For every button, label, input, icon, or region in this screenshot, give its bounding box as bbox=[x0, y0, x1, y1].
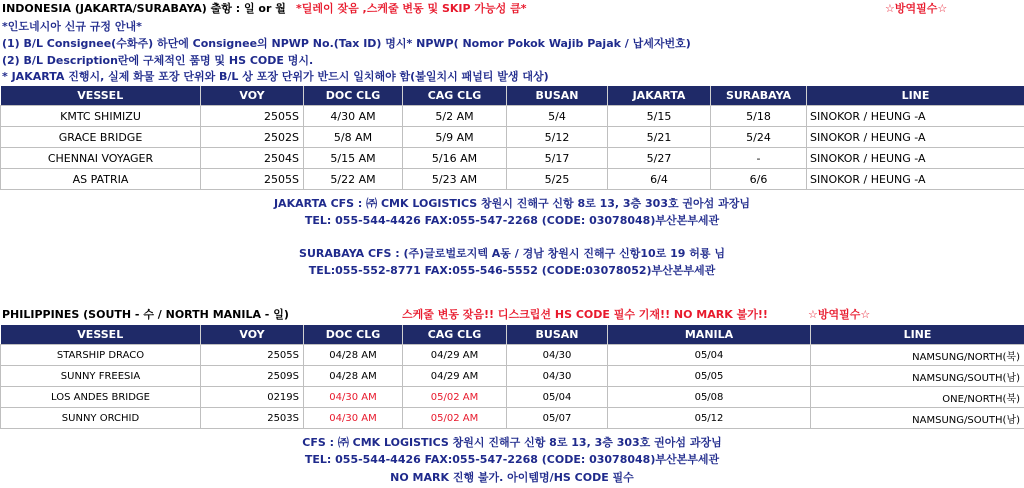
col-header-doc-clg: DOC CLG bbox=[304, 325, 403, 345]
surabaya-cfs-contact: TEL:055-552-8771 FAX:055-546-5552 (CODE:03078052)부산본부세관 bbox=[308, 264, 716, 277]
busan-cell: 04/30 bbox=[507, 345, 608, 366]
voy-cell: 2503S bbox=[201, 408, 304, 429]
jakarta-cell: 5/27 bbox=[608, 148, 711, 169]
indonesia-quarantine-badge: ☆방역필수☆ bbox=[885, 2, 948, 15]
table-row bbox=[1, 169, 1024, 190]
vessel-cell: KMTC SHIMIZU bbox=[1, 106, 201, 127]
col-header-cag-clg: CAG CLG bbox=[403, 86, 507, 106]
line-cell: ONE/NORTH(북) bbox=[811, 387, 1024, 408]
surabaya-cfs-address: SURABAYA CFS : (주)글로벌로지텍 A동 / 경남 창원시 진해구 신항10로 19 허룡 님 bbox=[299, 247, 725, 260]
doc-clg-cell: 04/28 AM bbox=[304, 366, 403, 387]
jakarta-cell: 5/21 bbox=[608, 127, 711, 148]
philippines-title: PHILIPPINES (SOUTH - 수 / NORTH MANILA - 일) bbox=[2, 308, 289, 321]
jakarta-cfs-address: JAKARTA CFS : ㈜ CMK LOGISTICS 창원시 진해구 신항 8로 13, 3층 303호 권아섬 과장님 bbox=[273, 197, 751, 210]
line-cell: SINOKOR / HEUNG -A bbox=[807, 106, 1024, 127]
vessel-cell: CHENNAI VOYAGER bbox=[1, 148, 201, 169]
table-header-row bbox=[1, 325, 1024, 345]
table-row bbox=[1, 387, 1024, 408]
manila-cell: 05/05 bbox=[608, 366, 811, 387]
indonesia-title: INDONESIA (JAKARTA/SURABAYA) 출항 : 일 or 월 bbox=[2, 2, 286, 15]
doc-clg-cell: 04/30 AM bbox=[304, 408, 403, 429]
busan-cell: 5/12 bbox=[507, 127, 608, 148]
col-header-surabaya: SURABAYA bbox=[711, 86, 807, 106]
voy-cell: 2504S bbox=[201, 148, 304, 169]
indonesia-note-1: (1) B/L Consignee(수화주) 하단에 Consignee의 NPWP No.(Tax ID) 명시* NPWP( Nomor Pokok Wajib Pajak / 납세자번호) bbox=[2, 37, 691, 50]
col-header-vessel: VESSEL bbox=[1, 86, 201, 106]
voy-cell: 2509S bbox=[201, 366, 304, 387]
philippines-cfs-address: CFS : ㈜ CMK LOGISTICS 창원시 진해구 신항 8로 13, 3층 303호 권아섬 과장님 bbox=[302, 436, 722, 449]
philippines-warning: 스케줄 변동 잦음!! 디스크립션 HS CODE 필수 기재!! NO MARK 불가!! bbox=[402, 308, 768, 321]
table-row bbox=[1, 106, 1024, 127]
line-cell: NAMSUNG/SOUTH(남) bbox=[811, 366, 1024, 387]
voy-cell: 2505S bbox=[201, 345, 304, 366]
indonesia-note-2: (2) B/L Description란에 구체적인 품명 및 HS CODE 명시. bbox=[2, 54, 314, 67]
line-cell: SINOKOR / HEUNG -A bbox=[807, 127, 1024, 148]
busan-cell: 5/17 bbox=[507, 148, 608, 169]
col-header-vessel: VESSEL bbox=[1, 325, 201, 345]
cag-clg-cell: 5/2 AM bbox=[403, 106, 507, 127]
jakarta-cell: 6/4 bbox=[608, 169, 711, 190]
col-header-busan: BUSAN bbox=[507, 86, 608, 106]
surabaya-cell: 5/24 bbox=[711, 127, 807, 148]
busan-cell: 5/4 bbox=[507, 106, 608, 127]
col-header-doc-clg: DOC CLG bbox=[304, 86, 403, 106]
line-cell: NAMSUNG/SOUTH(남) bbox=[811, 408, 1024, 429]
jakarta-cfs-contact: TEL: 055-544-4426 FAX:055-547-2268 (CODE: 03078048)부산본부세관 bbox=[304, 214, 720, 227]
table-row bbox=[1, 366, 1024, 387]
doc-clg-cell: 5/8 AM bbox=[304, 127, 403, 148]
doc-clg-cell: 04/28 AM bbox=[304, 345, 403, 366]
busan-cell: 5/25 bbox=[507, 169, 608, 190]
doc-clg-cell: 5/22 AM bbox=[304, 169, 403, 190]
manila-cell: 05/04 bbox=[608, 345, 811, 366]
vessel-cell: SUNNY ORCHID bbox=[1, 408, 201, 429]
cag-clg-cell: 04/29 AM bbox=[403, 366, 507, 387]
philippines-schedule-table bbox=[0, 325, 1024, 429]
table-header-row bbox=[1, 86, 1024, 106]
indonesia-note-heading: *인도네시아 신규 규정 안내* bbox=[2, 20, 142, 33]
manila-cell: 05/08 bbox=[608, 387, 811, 408]
indonesia-schedule-table bbox=[0, 86, 1024, 190]
vessel-cell: STARSHIP DRACO bbox=[1, 345, 201, 366]
voy-cell: 2505S bbox=[201, 106, 304, 127]
col-header-manila: MANILA bbox=[608, 325, 811, 345]
cag-clg-cell: 5/9 AM bbox=[403, 127, 507, 148]
line-cell: SINOKOR / HEUNG -A bbox=[807, 148, 1024, 169]
col-header-busan: BUSAN bbox=[507, 325, 608, 345]
surabaya-cell: 6/6 bbox=[711, 169, 807, 190]
busan-cell: 04/30 bbox=[507, 366, 608, 387]
line-cell: SINOKOR / HEUNG -A bbox=[807, 169, 1024, 190]
doc-clg-cell: 04/30 AM bbox=[304, 387, 403, 408]
vessel-cell: AS PATRIA bbox=[1, 169, 201, 190]
surabaya-cell: 5/18 bbox=[711, 106, 807, 127]
cag-clg-cell: 05/02 AM bbox=[403, 408, 507, 429]
col-header-cag-clg: CAG CLG bbox=[403, 325, 507, 345]
surabaya-cell: - bbox=[711, 148, 807, 169]
vessel-cell: GRACE BRIDGE bbox=[1, 127, 201, 148]
voy-cell: 2505S bbox=[201, 169, 304, 190]
vessel-cell: SUNNY FREESIA bbox=[1, 366, 201, 387]
doc-clg-cell: 5/15 AM bbox=[304, 148, 403, 169]
line-cell: NAMSUNG/NORTH(북) bbox=[811, 345, 1024, 366]
indonesia-warning: *딜레이 잦음 ,스케줄 변동 및 SKIP 가능성 큼* bbox=[296, 2, 527, 15]
col-header-jakarta: JAKARTA bbox=[608, 86, 711, 106]
table-row bbox=[1, 148, 1024, 169]
cag-clg-cell: 5/23 AM bbox=[403, 169, 507, 190]
col-header-voy: VOY bbox=[201, 86, 304, 106]
busan-cell: 05/04 bbox=[507, 387, 608, 408]
manila-cell: 05/12 bbox=[608, 408, 811, 429]
indonesia-note-3: * JAKARTA 진행시, 실제 화물 포장 단위와 B/L 상 포장 단위가 반드시 일치해야 함(불일치시 패널티 발생 대상) bbox=[2, 70, 549, 83]
voy-cell: 2502S bbox=[201, 127, 304, 148]
cag-clg-cell: 05/02 AM bbox=[403, 387, 507, 408]
table-row bbox=[1, 408, 1024, 429]
table-row bbox=[1, 127, 1024, 148]
philippines-cfs-contact: TEL: 055-544-4426 FAX:055-547-2268 (CODE: 03078048)부산본부세관 bbox=[304, 453, 720, 466]
busan-cell: 05/07 bbox=[507, 408, 608, 429]
col-header-line: LINE bbox=[807, 86, 1024, 106]
cag-clg-cell: 04/29 AM bbox=[403, 345, 507, 366]
voy-cell: 0219S bbox=[201, 387, 304, 408]
philippines-no-mark-notice: NO MARK 진행 불가. 아이템명/HS CODE 필수 bbox=[390, 471, 634, 484]
philippines-quarantine-badge: ☆방역필수☆ bbox=[808, 308, 871, 321]
col-header-line: LINE bbox=[811, 325, 1024, 345]
col-header-voy: VOY bbox=[201, 325, 304, 345]
cag-clg-cell: 5/16 AM bbox=[403, 148, 507, 169]
doc-clg-cell: 4/30 AM bbox=[304, 106, 403, 127]
jakarta-cell: 5/15 bbox=[608, 106, 711, 127]
table-row bbox=[1, 345, 1024, 366]
vessel-cell: LOS ANDES BRIDGE bbox=[1, 387, 201, 408]
